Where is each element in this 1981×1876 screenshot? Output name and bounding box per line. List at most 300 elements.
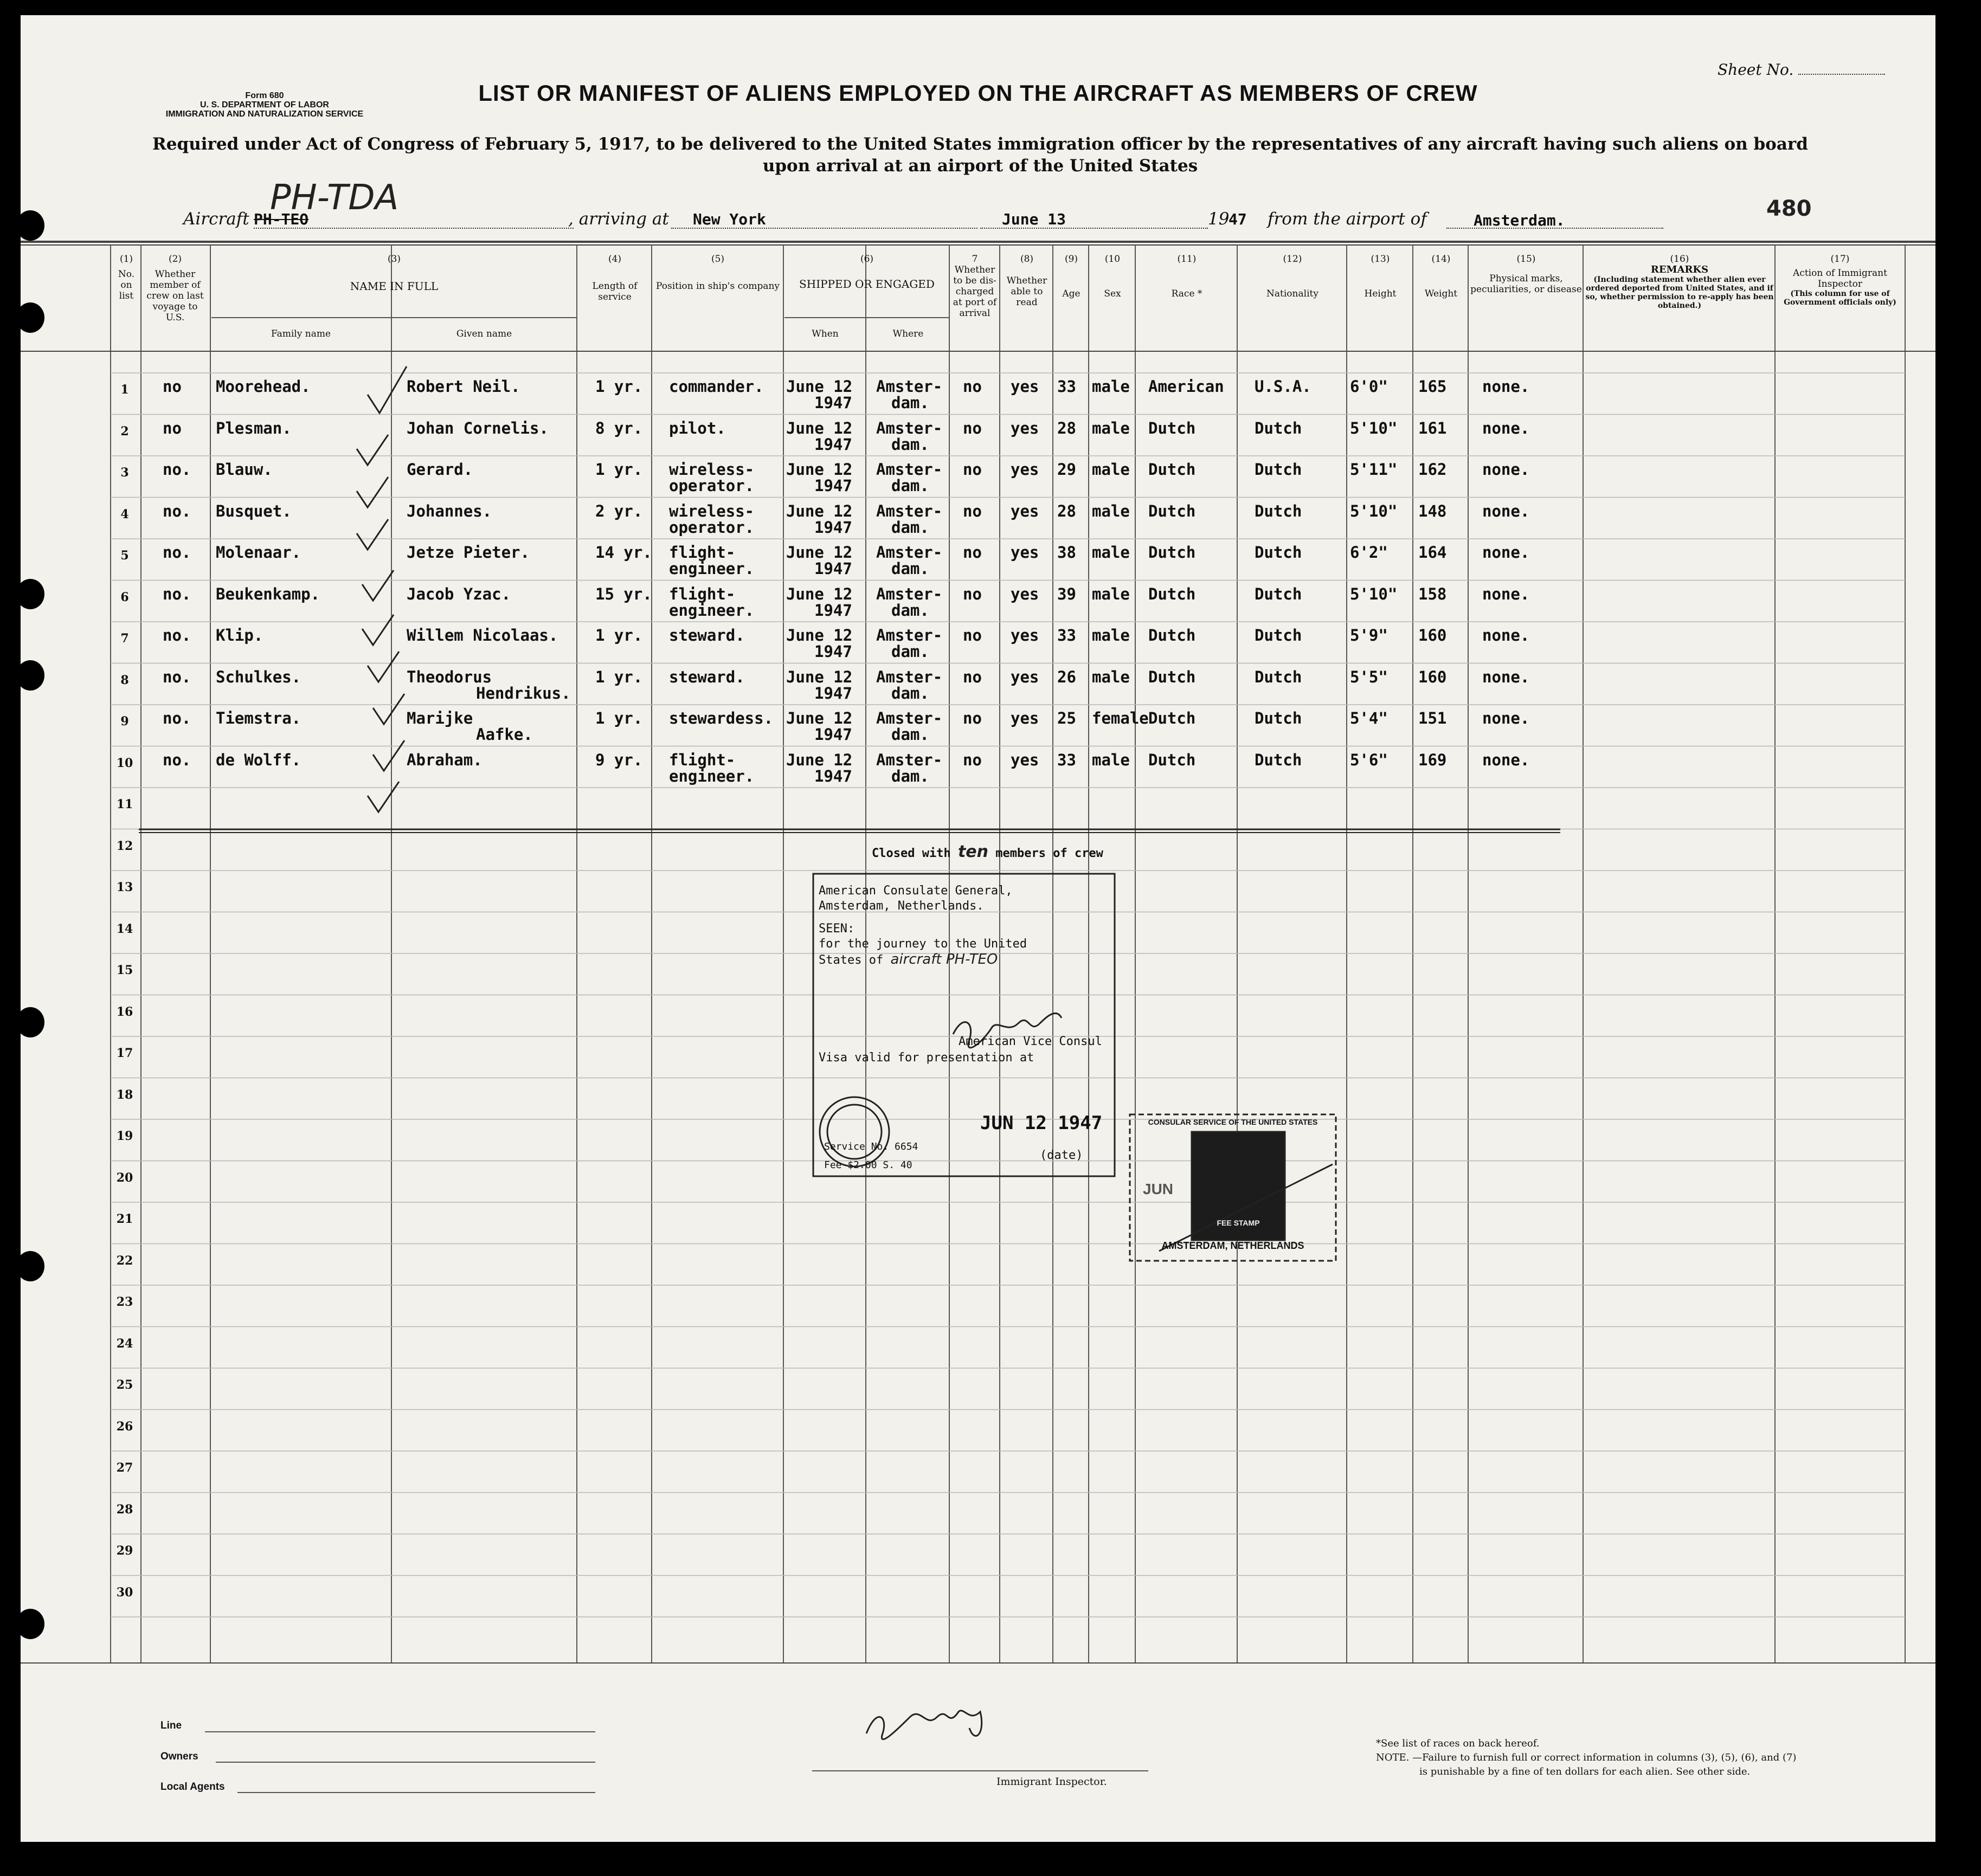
- col-label: Whether member of crew on last voyage to U.S.: [146, 269, 204, 323]
- given-name-cont-cell: Hendrikus.: [476, 684, 571, 702]
- given-name-cell: Willem Nicolaas.: [407, 626, 558, 644]
- col-num: (16): [1670, 254, 1689, 265]
- position-cont-cell: engineer.: [669, 601, 755, 620]
- shipped-where-cell: Amster-: [876, 418, 943, 437]
- weight-cell: 164: [1418, 543, 1447, 562]
- weight-cell: 151: [1418, 709, 1447, 727]
- col-label: Action of Immigrant Inspector: [1793, 268, 1887, 289]
- arriving-label: , arriving at: [568, 209, 669, 229]
- prev-voyage-cell: no: [163, 418, 182, 437]
- service-length-cell: 1 yr.: [595, 626, 643, 644]
- nationality-cell: Dutch: [1255, 501, 1302, 520]
- shipped-when-cell: June 12: [786, 750, 853, 769]
- service-length-cell: 1 yr.: [595, 667, 643, 686]
- discharged-cell: no: [963, 750, 982, 769]
- service-length-cell: 14 yr.: [595, 543, 652, 562]
- aircraft-struck: PH-TEO: [254, 210, 309, 228]
- age-cell: 39: [1057, 584, 1076, 603]
- fee-stamp-date: JUN: [1143, 1181, 1174, 1197]
- height-cell: 5'9": [1350, 626, 1388, 644]
- shipped-year-cell: 1947: [814, 394, 852, 412]
- col-label: NAME IN FULL: [350, 280, 439, 293]
- consulate-states-handwritten: aircraft PH-TEO: [890, 951, 998, 968]
- physical-marks-cell: none.: [1482, 460, 1530, 479]
- position-cell: flight-: [669, 584, 736, 603]
- discharged-cell: no: [963, 377, 982, 396]
- row-number: 7: [120, 631, 129, 646]
- col5-header: [653, 254, 783, 292]
- family-name-cell: Schulkes.: [216, 667, 301, 686]
- nationality-cell: U.S.A.: [1255, 377, 1311, 396]
- prev-voyage-cell: no.: [163, 460, 191, 479]
- col-label: Length of service: [592, 281, 638, 302]
- col10-header: [1090, 254, 1135, 299]
- page-number: 480: [1766, 196, 1812, 221]
- service-length-cell: 2 yr.: [595, 501, 643, 520]
- height-cell: 5'4": [1350, 709, 1388, 727]
- shipped-when-cell: June 12: [786, 418, 853, 437]
- col-num: (9): [1064, 254, 1078, 265]
- discharged-cell: no: [963, 460, 982, 479]
- service-length-cell: 1 yr.: [595, 377, 643, 396]
- closing-prefix: Closed with: [872, 847, 951, 860]
- fee-stamp-bottom: AMSTERDAM, NETHERLANDS: [1161, 1240, 1304, 1251]
- col3-header: [211, 254, 577, 292]
- row-number: 29: [116, 1544, 133, 1558]
- col-num: (11): [1177, 254, 1197, 265]
- service-length-cell: 15 yr.: [595, 584, 652, 603]
- row-number: 28: [116, 1502, 133, 1517]
- age-cell: 28: [1057, 418, 1076, 437]
- col15-header: [1469, 254, 1583, 295]
- shipped-where-cont-cell: dam.: [891, 518, 929, 537]
- able-to-read-cell: yes: [1011, 667, 1039, 686]
- age-cell: 29: [1057, 460, 1076, 479]
- page-title: LIST OR MANIFEST OF ALIENS EMPLOYED ON THE AIRCRAFT AS MEMBERS OF CREW: [478, 80, 1478, 106]
- row-number: 16: [116, 1004, 133, 1019]
- nationality-cell: Dutch: [1255, 584, 1302, 603]
- inspector-label: Immigrant Inspector.: [996, 1776, 1107, 1788]
- col-label: Nationality: [1266, 288, 1318, 299]
- form-service: IMMIGRATION AND NATURALIZATION SERVICE: [165, 109, 364, 119]
- shipped-where-cont-cell: dam.: [891, 642, 929, 661]
- shipped-year-cell: 1947: [814, 766, 852, 785]
- prev-voyage-cell: no.: [163, 667, 191, 686]
- race-cell: Dutch: [1148, 460, 1196, 479]
- weight-cell: 148: [1418, 501, 1447, 520]
- col3b-header: Given name: [456, 328, 512, 339]
- col4-header: [578, 254, 652, 302]
- given-name-cont-cell: Aafke.: [476, 725, 533, 744]
- sheet-label: Sheet No.: [1718, 61, 1794, 79]
- col2-header: [143, 254, 208, 323]
- height-cell: 5'10": [1350, 418, 1398, 437]
- col-note: (Including statement whether alien ever ordered deported from United States, and if so, whether permission to re-apply has been obtained.): [1585, 275, 1774, 310]
- date-value: June 13: [1002, 210, 1066, 228]
- position-cell: commander.: [669, 377, 764, 396]
- col11-header: [1136, 254, 1237, 299]
- discharged-cell: no: [963, 584, 982, 603]
- family-name-cell: Blauw.: [216, 460, 273, 479]
- col-num: (5): [711, 254, 725, 265]
- row-number: 20: [116, 1170, 133, 1185]
- shipped-where-cell: Amster-: [876, 709, 943, 727]
- row-number: 10: [116, 756, 133, 770]
- row-number: 11: [116, 797, 133, 811]
- shipped-when-cell: June 12: [786, 460, 853, 479]
- position-cell: wireless-: [669, 501, 755, 520]
- physical-marks-cell: none.: [1482, 750, 1530, 769]
- weight-cell: 160: [1418, 626, 1447, 644]
- fee-stamp-center: FEE STAMP: [1217, 1219, 1260, 1227]
- col6b-header: Where: [892, 328, 924, 339]
- discharged-cell: no: [963, 543, 982, 562]
- weight-cell: 165: [1418, 377, 1447, 396]
- row-number: 23: [116, 1295, 133, 1309]
- position-cell: pilot.: [669, 418, 726, 437]
- position-cell: flight-: [669, 543, 736, 562]
- consulate-states: States of: [819, 953, 884, 967]
- service-length-cell: 1 yr.: [595, 460, 643, 479]
- consulate-stamp: [819, 884, 1027, 968]
- physical-marks-cell: none.: [1482, 543, 1530, 562]
- shipped-where-cont-cell: dam.: [891, 601, 929, 620]
- race-cell: Dutch: [1148, 750, 1196, 769]
- shipped-when-cell: June 12: [786, 709, 853, 727]
- able-to-read-cell: yes: [1011, 543, 1039, 562]
- row-number: 22: [116, 1253, 133, 1268]
- col-num: (14): [1431, 254, 1451, 265]
- col8-header: [1001, 254, 1053, 308]
- col-num: (12): [1283, 254, 1302, 265]
- physical-marks-cell: none.: [1482, 501, 1530, 520]
- position-cell: wireless-: [669, 460, 755, 479]
- nationality-cell: Dutch: [1255, 418, 1302, 437]
- age-cell: 28: [1057, 501, 1076, 520]
- family-name-cell: Molenaar.: [216, 543, 301, 562]
- shipped-where-cell: Amster-: [876, 626, 943, 644]
- col12-header: [1238, 254, 1347, 299]
- shipped-where-cell: Amster-: [876, 460, 943, 479]
- shipped-year-cell: 1947: [814, 684, 852, 702]
- service-length-cell: 9 yr.: [595, 750, 643, 769]
- height-cell: 5'10": [1350, 501, 1398, 520]
- position-cell: flight-: [669, 750, 736, 769]
- race-cell: Dutch: [1148, 667, 1196, 686]
- col6a-header: When: [812, 328, 839, 339]
- given-name-cell: Abraham.: [407, 750, 483, 769]
- row-number: 24: [116, 1336, 133, 1351]
- height-cell: 6'0": [1350, 377, 1388, 396]
- position-cell: steward.: [669, 667, 745, 686]
- sex-cell: male: [1092, 501, 1130, 520]
- height-cell: 5'10": [1350, 584, 1398, 603]
- weight-cell: 162: [1418, 460, 1447, 479]
- nationality-cell: Dutch: [1255, 543, 1302, 562]
- col-num: (2): [168, 254, 182, 265]
- shipped-where-cont-cell: dam.: [891, 684, 929, 702]
- col-num: (17): [1830, 254, 1850, 265]
- col-num: (10: [1104, 254, 1121, 265]
- physical-marks-cell: none.: [1482, 709, 1530, 727]
- age-cell: 25: [1057, 709, 1076, 727]
- weight-cell: 161: [1418, 418, 1447, 437]
- shipped-when-cell: June 12: [786, 501, 853, 520]
- consulate-line2: Amsterdam, Netherlands.: [819, 899, 984, 913]
- row-number: 12: [116, 839, 133, 853]
- service-number: Service No. 6654: [824, 1141, 918, 1152]
- year-prefix: 19: [1208, 209, 1230, 229]
- race-cell: Dutch: [1148, 501, 1196, 520]
- position-cell: stewardess.: [669, 709, 774, 727]
- row-number: 9: [120, 714, 129, 729]
- col-label: Age: [1062, 288, 1080, 299]
- prev-voyage-cell: no.: [163, 543, 191, 562]
- nationality-cell: Dutch: [1255, 460, 1302, 479]
- shipped-where-cell: Amster-: [876, 501, 943, 520]
- col-label: Whether to be dis-charged at port of arrival: [953, 265, 997, 319]
- closing-suffix: members of crew: [995, 847, 1103, 860]
- footer-note2: NOTE. —Failure to furnish full or correct information in columns (3), (5), (6), and (7): [1376, 1752, 1797, 1763]
- date-stamp: JUN 12 1947: [980, 1112, 1103, 1134]
- row-number: 17: [116, 1046, 133, 1060]
- vice-consul-title: American Vice Consul: [959, 1035, 1102, 1048]
- prev-voyage-cell: no: [163, 377, 182, 396]
- col-label: Whether able to read: [1006, 275, 1047, 308]
- footer-note3: is punishable by a fine of ten dollars for each alien. See other side.: [1419, 1766, 1751, 1777]
- shipped-where-cont-cell: dam.: [891, 435, 929, 454]
- age-cell: 33: [1057, 626, 1076, 644]
- row-number: 2: [120, 424, 129, 439]
- weight-cell: 160: [1418, 667, 1447, 686]
- col-label: Position in ship's company: [655, 281, 780, 292]
- shipped-year-cell: 1947: [814, 725, 852, 744]
- col-num: (6): [860, 254, 874, 265]
- shipped-where-cell: Amster-: [876, 750, 943, 769]
- col13-header: [1348, 254, 1413, 299]
- physical-marks-cell: none.: [1482, 667, 1530, 686]
- sex-cell: male: [1092, 626, 1130, 644]
- shipped-year-cell: 1947: [814, 518, 852, 537]
- discharged-cell: no: [963, 709, 982, 727]
- shipped-where-cell: Amster-: [876, 584, 943, 603]
- shipped-year-cell: 1947: [814, 642, 852, 661]
- position-cont-cell: engineer.: [669, 766, 755, 785]
- family-name-cell: Plesman.: [216, 418, 292, 437]
- sex-cell: female: [1092, 709, 1149, 727]
- col-num: (13): [1371, 254, 1390, 265]
- nationality-cell: Dutch: [1255, 626, 1302, 644]
- consulate-journey: for the journey to the United: [819, 937, 1027, 951]
- race-cell: Dutch: [1148, 543, 1196, 562]
- height-cell: 5'5": [1350, 667, 1388, 686]
- family-name-cell: Tiemstra.: [216, 709, 301, 727]
- shipped-when-cell: June 12: [786, 626, 853, 644]
- row-number: 6: [120, 590, 129, 604]
- weight-cell: 158: [1418, 584, 1447, 603]
- col-label: Sex: [1104, 288, 1121, 299]
- fee-stamp-top: CONSULAR SERVICE OF THE UNITED STATES: [1148, 1118, 1318, 1126]
- physical-marks-cell: none.: [1482, 377, 1530, 396]
- height-cell: 5'11": [1350, 460, 1398, 479]
- row-number: 19: [116, 1129, 133, 1143]
- able-to-read-cell: yes: [1011, 584, 1039, 603]
- footer-note1: *See list of races on back hereof.: [1376, 1738, 1540, 1749]
- able-to-read-cell: yes: [1011, 377, 1039, 396]
- form-department: U. S. DEPARTMENT OF LABOR: [200, 100, 329, 109]
- shipped-where-cont-cell: dam.: [891, 476, 929, 495]
- fee-line: Fee $2.00 S. 40: [824, 1159, 912, 1171]
- able-to-read-cell: yes: [1011, 418, 1039, 437]
- able-to-read-cell: yes: [1011, 626, 1039, 644]
- consulate-line1: American Consulate General,: [819, 884, 1013, 898]
- col-label: Weight: [1424, 288, 1458, 299]
- page-subtitle: Required under Act of Congress of February 5, 1917, to be delivered to the United States immigration officer by the representatives of any aircraft having such aliens on board upon arrival at an airport of the United States: [152, 134, 1808, 176]
- position-cell: steward.: [669, 626, 745, 644]
- nationality-cell: Dutch: [1255, 667, 1302, 686]
- race-cell: Dutch: [1148, 626, 1196, 644]
- race-cell: Dutch: [1148, 418, 1196, 437]
- col-label: Height: [1364, 288, 1397, 299]
- age-cell: 38: [1057, 543, 1076, 562]
- row-number: 5: [120, 549, 129, 563]
- position-cont-cell: operator.: [669, 518, 755, 537]
- discharged-cell: no: [963, 667, 982, 686]
- row-number: 8: [120, 673, 129, 687]
- col-label: REMARKS: [1650, 264, 1709, 275]
- shipped-where-cont-cell: dam.: [891, 725, 929, 744]
- footer-owners-label: Owners: [160, 1751, 198, 1762]
- given-name-cell: Jetze Pieter.: [407, 543, 530, 562]
- family-name-cell: de Wolff.: [216, 750, 301, 769]
- col-num: (8): [1020, 254, 1034, 265]
- service-length-cell: 1 yr.: [595, 709, 643, 727]
- shipped-when-cell: June 12: [786, 377, 853, 396]
- row-number: 14: [116, 921, 133, 936]
- row-number: 27: [116, 1461, 133, 1475]
- race-cell: Dutch: [1148, 709, 1196, 727]
- col-num: (4): [608, 254, 622, 265]
- from-value: Amsterdam.: [1474, 211, 1565, 229]
- able-to-read-cell: yes: [1011, 750, 1039, 769]
- given-name-cell: Theodorus: [407, 667, 492, 686]
- col-label: Race *: [1171, 288, 1202, 299]
- position-cont-cell: operator.: [669, 476, 755, 495]
- height-cell: 6'2": [1350, 543, 1388, 562]
- shipped-year-cell: 1947: [814, 601, 852, 620]
- height-cell: 5'6": [1350, 750, 1388, 769]
- closing-line: [872, 844, 1103, 861]
- sex-cell: male: [1092, 543, 1130, 562]
- col1-header: [113, 254, 140, 301]
- col14-header: [1414, 254, 1468, 299]
- sex-cell: male: [1092, 377, 1130, 396]
- family-name-cell: Moorehead.: [216, 377, 311, 396]
- from-label: from the airport of: [1268, 209, 1427, 229]
- shipped-when-cell: June 12: [786, 543, 853, 562]
- position-cont-cell: engineer.: [669, 559, 755, 578]
- shipped-year-cell: 1947: [814, 435, 852, 454]
- discharged-cell: no: [963, 501, 982, 520]
- shipped-where-cont-cell: dam.: [891, 394, 929, 412]
- aircraft-label: Aircraft: [183, 209, 249, 229]
- given-name-cell: Jacob Yzac.: [407, 584, 511, 603]
- shipped-where-cell: Amster-: [876, 377, 943, 396]
- able-to-read-cell: yes: [1011, 460, 1039, 479]
- family-name-cell: Beukenkamp.: [216, 584, 320, 603]
- visa-line: Visa valid for presentation at: [819, 1051, 1034, 1065]
- prev-voyage-cell: no.: [163, 501, 191, 520]
- given-name-cell: Gerard.: [407, 460, 473, 479]
- row-number: 26: [116, 1419, 133, 1434]
- row-number: 3: [120, 466, 129, 480]
- shipped-where-cont-cell: dam.: [891, 559, 929, 578]
- family-name-cell: Klip.: [216, 626, 263, 644]
- prev-voyage-cell: no.: [163, 626, 191, 644]
- able-to-read-cell: yes: [1011, 709, 1039, 727]
- year-value: 47: [1229, 210, 1247, 228]
- col-num: (1): [119, 254, 133, 265]
- shipped-year-cell: 1947: [814, 559, 852, 578]
- shipped-when-cell: June 12: [786, 584, 853, 603]
- able-to-read-cell: yes: [1011, 501, 1039, 520]
- prev-voyage-cell: no.: [163, 750, 191, 769]
- row-number: 1: [120, 383, 129, 397]
- service-length-cell: 8 yr.: [595, 418, 643, 437]
- col16-header: [1584, 254, 1775, 310]
- weight-cell: 169: [1418, 750, 1447, 769]
- shipped-year-cell: 1947: [814, 476, 852, 495]
- given-name-cell: Johan Cornelis.: [407, 418, 549, 437]
- row-number: 15: [116, 963, 133, 977]
- sex-cell: male: [1092, 750, 1130, 769]
- row-number: 25: [116, 1378, 133, 1392]
- footer-agents-label: Local Agents: [160, 1781, 225, 1793]
- col3a-header: Family name: [271, 328, 331, 339]
- shipped-where-cell: Amster-: [876, 543, 943, 562]
- arriving-value: New York: [693, 210, 766, 228]
- age-cell: 26: [1057, 667, 1076, 686]
- family-name-cell: Busquet.: [216, 501, 292, 520]
- shipped-where-cell: Amster-: [876, 667, 943, 686]
- date-label: (date): [1040, 1149, 1083, 1162]
- sex-cell: male: [1092, 418, 1130, 437]
- col17-header: [1776, 254, 1904, 307]
- sex-cell: male: [1092, 667, 1130, 686]
- prev-voyage-cell: no.: [163, 709, 191, 727]
- discharged-cell: no: [963, 418, 982, 437]
- row-number: 18: [116, 1087, 133, 1102]
- col-note: (This column for use of Government officials only): [1784, 289, 1896, 307]
- row-number: 21: [116, 1212, 133, 1226]
- row-number: 30: [116, 1585, 133, 1600]
- col-num: (3): [387, 254, 401, 265]
- sex-cell: male: [1092, 584, 1130, 603]
- col-label: Physical marks, peculiarities, or disease: [1470, 273, 1582, 295]
- physical-marks-cell: none.: [1482, 418, 1530, 437]
- shipped-when-cell: June 12: [786, 667, 853, 686]
- prev-voyage-cell: no.: [163, 584, 191, 603]
- physical-marks-cell: none.: [1482, 584, 1530, 603]
- col-label: SHIPPED OR ENGAGED: [799, 278, 935, 291]
- aircraft-handwritten: PH-TDA: [270, 178, 399, 218]
- closing-handwritten: ten: [957, 842, 988, 861]
- sex-cell: male: [1092, 460, 1130, 479]
- consulate-seen: SEEN:: [819, 922, 855, 936]
- col7-header: [950, 254, 999, 319]
- col-num: 7: [972, 254, 978, 265]
- age-cell: 33: [1057, 377, 1076, 396]
